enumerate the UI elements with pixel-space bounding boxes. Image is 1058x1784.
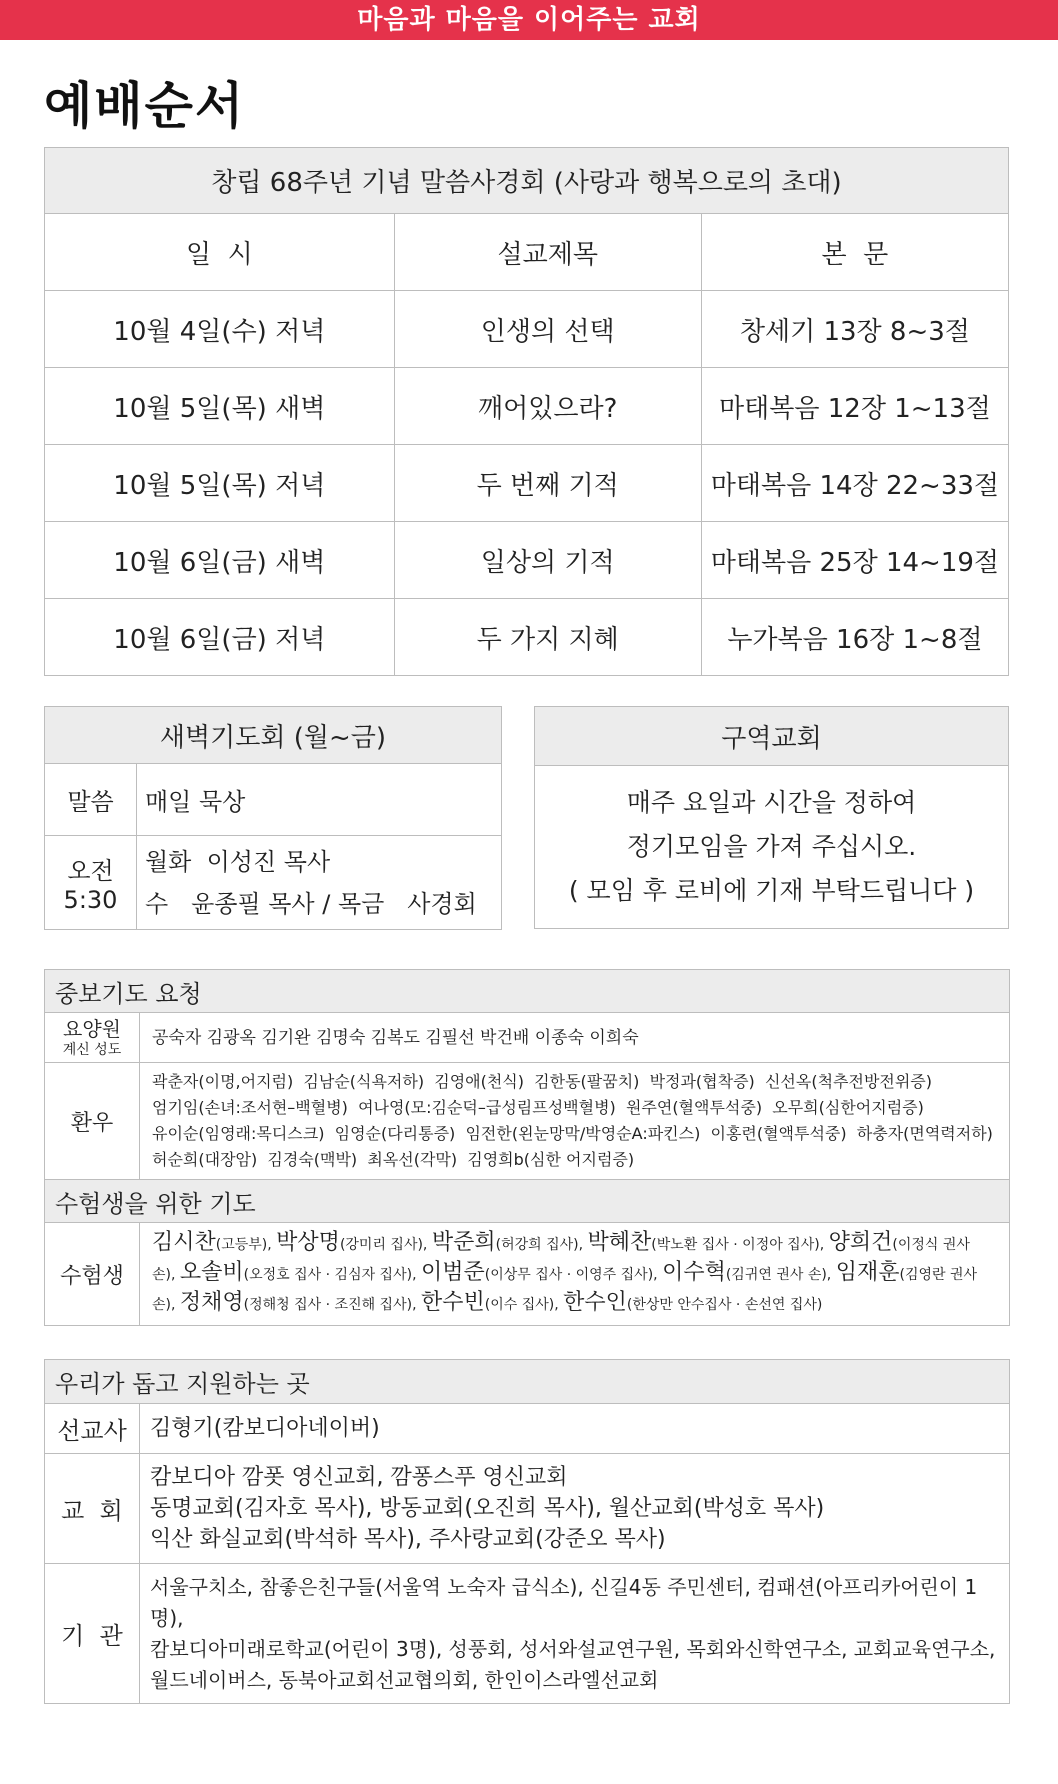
student-name: 이수혁 bbox=[662, 1260, 726, 1285]
student-name: 이범준 bbox=[420, 1260, 485, 1285]
datetime-cell: 10월 5일(목) 새벽 bbox=[45, 368, 395, 445]
student-name: 양희건 bbox=[828, 1230, 893, 1255]
student-note: (한상만 안수집사 · 손선연 집사) bbox=[626, 1297, 823, 1313]
missionary-label: 선교사 bbox=[45, 1404, 140, 1454]
support-table bbox=[44, 1359, 1010, 1704]
elderly-sublabel: 계신 성도 bbox=[62, 1041, 122, 1058]
header-sermon-title: 설교제목 bbox=[394, 214, 701, 291]
elderly-label: 요양원 bbox=[63, 1016, 121, 1041]
revival-schedule-table bbox=[44, 147, 1009, 676]
student-note: (강미리 집사), bbox=[339, 1237, 432, 1253]
missionary-value: 김형기(캄보디아네이버) bbox=[140, 1404, 1010, 1454]
table-row bbox=[45, 599, 1009, 676]
district-notice bbox=[535, 766, 1009, 929]
district-church-table bbox=[534, 706, 1009, 929]
datetime-cell: 10월 5일(목) 저녁 bbox=[45, 445, 395, 522]
student-name: 한수빈 bbox=[420, 1290, 485, 1315]
scripture-cell: 창세기 13장 8~3절 bbox=[701, 291, 1008, 368]
org-line: 서울구치소, 참좋은친구들(서울역 노숙자 급식소), 신길4동 주민센터, 컴패션(아프리카어린이 1명), bbox=[150, 1574, 978, 1630]
student-note: (정해청 집사 · 조진해 집사), bbox=[243, 1297, 421, 1313]
patients-line: 허순희(대장암) 김경숙(맥박) 최옥선(각막) 김영희b(심한 어지럼증) bbox=[152, 1150, 635, 1169]
preacher-line-2: 수 윤종필 목사 / 목금 사경회 bbox=[145, 889, 477, 918]
table-row bbox=[45, 445, 1009, 522]
table-row bbox=[45, 368, 1009, 445]
org-list bbox=[140, 1564, 1010, 1704]
student-name: 한수인 bbox=[563, 1290, 627, 1315]
patients-line: 유이순(임영래:목디스크) 임영순(다리통증) 임전한(왼눈망막/박영순A:파킨스) 이홍련(혈액투석중) 하충자(면역력저하) bbox=[152, 1124, 993, 1143]
org-label: 기 관 bbox=[45, 1564, 140, 1704]
header-datetime: 일 시 bbox=[45, 214, 395, 291]
prayer-title: 중보기도 요청 bbox=[45, 970, 1010, 1013]
patients-list bbox=[140, 1063, 1010, 1180]
scripture-cell: 마태복음 14장 22~33절 bbox=[701, 445, 1008, 522]
time-label: 오전 5:30 bbox=[45, 836, 137, 930]
student-name: 오솔비 bbox=[179, 1260, 244, 1285]
sermon-title-cell: 일상의 기적 bbox=[394, 522, 701, 599]
student-name: 임재훈 bbox=[835, 1260, 900, 1285]
exam-prayer-title: 수험생을 위한 기도 bbox=[45, 1180, 1010, 1223]
student-name: 박상명 bbox=[276, 1230, 340, 1255]
student-note: (김영란 권사 손), bbox=[152, 1267, 978, 1313]
sermon-title-cell: 인생의 선택 bbox=[394, 291, 701, 368]
datetime-cell: 10월 4일(수) 저녁 bbox=[45, 291, 395, 368]
elderly-names: 공숙자 김광옥 김기완 김명숙 김복도 김필선 박건배 이종숙 이희숙 bbox=[140, 1013, 1010, 1063]
header-scripture: 본 문 bbox=[701, 214, 1008, 291]
scripture-cell: 마태복음 25장 14~19절 bbox=[701, 522, 1008, 599]
support-title: 우리가 돕고 지원하는 곳 bbox=[45, 1360, 1010, 1404]
patients-line: 곽춘자(이명,어지럼) 김남순(식욕저하) 김영애(천식) 김한동(팔꿈치) 박정과(협착증) 신선옥(척추전방전위증) bbox=[152, 1072, 933, 1091]
sermon-title-cell: 두 번째 기적 bbox=[394, 445, 701, 522]
table-row bbox=[45, 522, 1009, 599]
student-note: (이정식 권사 손), bbox=[152, 1237, 970, 1283]
scripture-cell: 마태복음 12장 1~13절 bbox=[701, 368, 1008, 445]
student-name: 정채영 bbox=[179, 1290, 244, 1315]
church-list bbox=[140, 1454, 1010, 1564]
elderly-label-cell bbox=[45, 1013, 140, 1063]
district-line-2: 정기모임을 가져 주십시오. bbox=[626, 832, 917, 861]
word-label: 말씀 bbox=[45, 764, 137, 836]
sermon-title-cell: 깨어있으라? bbox=[394, 368, 701, 445]
student-note: (김귀연 권사 손), bbox=[725, 1267, 836, 1283]
student-note: (고등부), bbox=[215, 1237, 277, 1253]
table-row bbox=[45, 291, 1009, 368]
sermon-title-cell: 두 가지 지혜 bbox=[394, 599, 701, 676]
page-title: 예배순서 bbox=[44, 77, 246, 135]
revival-title: 창립 68주년 기념 말씀사경회 (사랑과 행복으로의 초대) bbox=[45, 148, 1009, 214]
church-line: 동명교회(김자호 목사), 방동교회(오진희 목사), 월산교회(박성호 목사) bbox=[150, 1496, 825, 1521]
student-note: (이상무 집사 · 이영주 집사), bbox=[484, 1267, 663, 1283]
student-note: (허강희 집사), bbox=[495, 1237, 588, 1253]
patients-label: 환우 bbox=[45, 1063, 140, 1180]
church-label: 교 회 bbox=[45, 1454, 140, 1564]
church-slogan-banner: 마음과 마음을 이어주는 교회 bbox=[0, 0, 1058, 40]
dawn-prayer-table bbox=[44, 706, 502, 930]
student-note: (오정호 집사 · 김심자 집사), bbox=[243, 1267, 421, 1283]
org-line: 캄보디아미래로학교(어린이 3명), 성풍회, 성서와설교연구원, 목회와신학연구소, 교회교육연구소, bbox=[150, 1636, 996, 1661]
revival-header-row bbox=[45, 214, 1009, 291]
student-name: 박준희 bbox=[431, 1230, 496, 1255]
district-line-3: ( 모임 후 로비에 기재 부탁드립니다 ) bbox=[568, 876, 975, 905]
intercessory-prayer-table bbox=[44, 969, 1010, 1326]
scripture-cell: 누가복음 16장 1~8절 bbox=[701, 599, 1008, 676]
org-line: 월드네이버스, 동북아교회선교협의회, 한인이스라엘선교회 bbox=[150, 1667, 659, 1692]
datetime-cell: 10월 6일(금) 새벽 bbox=[45, 522, 395, 599]
exam-label: 수험생 bbox=[45, 1223, 140, 1326]
students-list bbox=[140, 1223, 1010, 1326]
word-value: 매일 묵상 bbox=[137, 764, 502, 836]
dawn-prayer-title: 새벽기도회 (월~금) bbox=[45, 707, 502, 764]
district-title: 구역교회 bbox=[535, 707, 1009, 766]
datetime-cell: 10월 6일(금) 저녁 bbox=[45, 599, 395, 676]
student-note: (박노환 집사 · 이정아 집사), bbox=[651, 1237, 829, 1253]
student-name: 박혜찬 bbox=[587, 1230, 652, 1255]
student-name: 김시찬 bbox=[152, 1230, 216, 1255]
student-note: (이수 집사), bbox=[484, 1297, 564, 1313]
district-line-1: 매주 요일과 시간을 정하여 bbox=[626, 788, 917, 817]
church-line: 캄보디아 깜폿 영신교회, 깜퐁스푸 영신교회 bbox=[150, 1465, 568, 1490]
preacher-schedule bbox=[137, 836, 502, 930]
church-line: 익산 화실교회(박석하 목사), 주사랑교회(강준오 목사) bbox=[150, 1527, 666, 1552]
patients-line: 엄기임(손녀:조서현–백혈병) 여나영(모:김순덕–급성림프성백혈병) 원주연(혈액투석중) 오무희(심한어지럼증) bbox=[152, 1098, 924, 1117]
preacher-line-1: 월화 이성진 목사 bbox=[145, 847, 331, 876]
